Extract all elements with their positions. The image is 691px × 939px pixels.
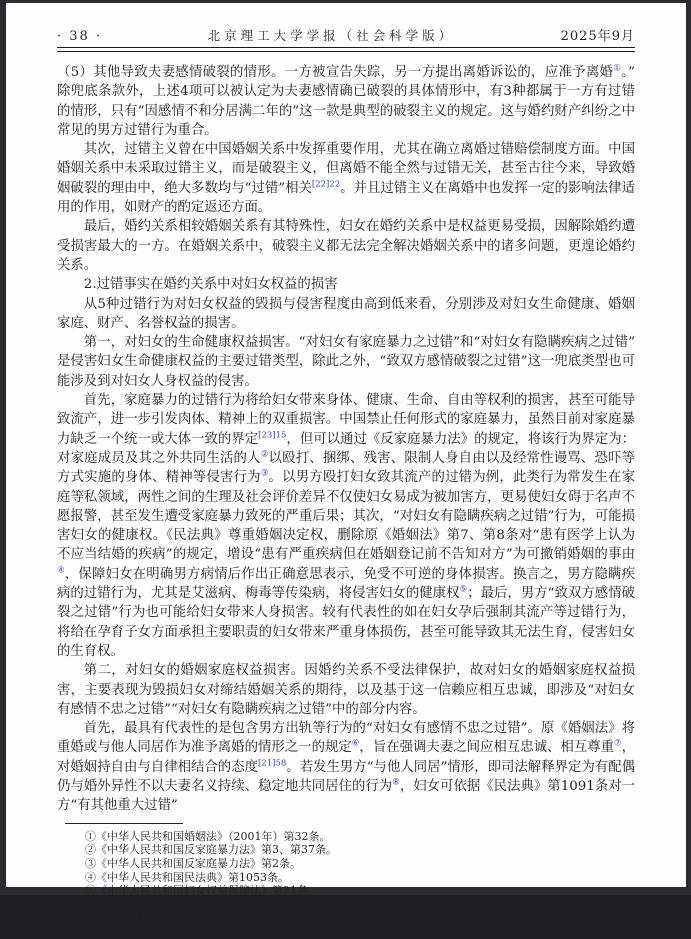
text-run: ，但可以通过《反家庭暴力法》的规定，将该行为界定为：对家庭成员及其之外共同生活的人 [57,432,635,466]
text-run: 最后，婚约关系相较婚姻关系有其特殊性，妇女在婚约关系中是权益更易受损，因解除婚约遭受损害最大的一方。在婚姻关系中，破裂主义都无法完全解决婚姻关系中的诸多问题，更遑论婚约关系。 [57,219,635,273]
footnote-ref[interactable]: ① [613,64,621,74]
paragraph-domestic-violence [57,391,635,661]
footnote-7: ⑦安徽省萧县人民法院〔2022〕皖1322民初288号民事判决书。 [85,912,635,926]
paragraph-finally [57,217,635,275]
text-run: 以殴打、捆绑、残害、限制人身自由以及经常性谩骂、恐吓等方式实施的身体、精神等侵害行为 [57,451,635,485]
footnote-ref[interactable]: ④ [57,565,65,575]
footnote-ref[interactable]: ⑤ [460,585,468,595]
paragraph-infidelity [57,719,635,815]
text-run: 从5种过错行为对妇女权益的毁损与侵害程度由高到低来看，分别涉及对妇女生命健康、婚姻家庭、财产、名誉权益的损害。 [57,297,635,331]
text-run: 。以男方殴打妇女致其流产的过错为例，此类行为常发生在家庭等私领域，两性之间的生理及社会评价差异不仅使妇女易成为被加害方，更易使妇女碍于名声不愿报警，甚至发生遭受家庭暴力致死的严重后果；其次，“对妇女有隐瞒疾病之过错”行为，可能损害妇女的健康权。《民法典》尊重婚姻决定权，删除原《婚姻法》第7、第8条对“患有医学上认为不应当结婚的疾病”的规定，增设“患有严重疾病但在婚姻登记前不告知对方”为可撤销婚姻的事由 [57,470,635,562]
text-run: ，旨在强调夫妻之间应相互忠诚、相互尊重 [359,740,614,755]
text-run: 。若发生男方“与他人同居”情形，即司法解释界定为有配偶仍与婚外异性不以夫妻名义持续、稳定地共同居住的行为 [57,760,635,794]
footnote-5: ⑤《中华人民共和国妇女权益保障法》第21条。 [85,884,635,898]
footnote-ref[interactable]: ③ [261,469,269,479]
footnote-3: ③《中华人民共和国反家庭暴力法》第2条。 [85,857,635,871]
footnote-ref[interactable]: ⑧ [392,778,400,788]
text-run: ；最后，男方“致双方感情破裂之过错”行为也可能给妇女带来人身损害。较有代表性的如在妇女孕后强制其流产等过错行为，将给在孕育子女方面承担主要职责的妇女带来严重身体损伤，甚至可能导致其无法生育，侵害妇女的生育权。 [57,586,635,659]
footnote-ref[interactable]: ⑦ [614,739,622,749]
footnotes [57,830,635,939]
page-number: · 38 · [57,29,102,44]
text-run: （5）其他导致夫妻感情破裂的情形。一方被宣告失踪，另一方提出离婚诉讼的，应准予离婚 [57,65,613,80]
text-run: ，妇女可依据《民法典》第1091条对一方“有其他重大过错” [57,779,635,813]
text-run: 。”除兜底条款外，上述4项可以被认定为夫妻感情确已破裂的具体情形中，有3种都属于一方有过错的情形，只有“因感情不和分居满二年的”这一款是典型的破裂主义的规定。这与婚约财产纠纷之中常见的男方过错行为重合。 [57,65,635,138]
footnote-8: ⑧《最高人民法院关于适用〈中华人民共和国民法典〉婚姻家庭编的解释（一）》第2条。 [85,926,635,939]
text-run: 首先，家庭暴力的过错行为将给妇女带来身体、健康、生命、自由等权利的损害，甚至可能导致流产，进一步引发肉体、精神上的双重损害。中国禁止任何形式的家庭暴力，虽然目前对家庭暴力缺乏一个统一或大体一致的界定 [57,393,635,447]
text-run: ，保障妇女在明确男方病情后作出正确意思表示，免受不可逆的身体损害。换言之，男方隐瞒疾病的过错行为，尤其是艾滋病、梅毒等传染病，将侵害妇女的健康权 [57,567,635,601]
article-body [57,63,635,816]
journal-page [6,3,686,887]
citation-ref[interactable]: [22]22 [312,179,340,189]
footnote-2: ②《中华人民共和国反家庭暴力法》第3、第37条。 [85,843,635,857]
footnote-separator [65,823,183,824]
issue-date: 2025年9月 [561,25,635,44]
journal-title: 北京理工大学学报（社会科学版） [208,26,456,44]
footnote-4: ④《中华人民共和国民法典》第1053条。 [85,871,635,885]
footnote-1: ①《中华人民共和国婚姻法》（2001年）第32条。 [85,830,635,844]
paragraph-second-point [57,661,635,719]
paragraph-first-point [57,333,635,391]
footnote-6: ⑥《中华人民共和国民法典》第1079条。 [85,898,635,912]
header-rule [57,47,635,52]
text-run: 首先，最具有代表性的是包含男方出轨等行为的“对妇女有感情不忠之过错”。原《婚姻法》将重婚或与他人同居作为准予离婚的情形之一的规定 [57,721,635,755]
text-run: 2.过错事实在婚约关系中对妇女权益的损害 [84,277,338,292]
text-run: 。并且过错主义在离婚中也发挥一定的影响法律适用的作用，如财产的酌定返还方面。 [57,181,635,215]
paragraph-secondly [57,140,635,217]
citation-ref[interactable]: [23]15 [258,430,286,440]
footnote-ref[interactable]: ⑥ [352,739,360,749]
paragraph-overview [57,295,635,334]
paragraph-list-item-5 [57,63,635,140]
section-heading-2 [57,275,635,294]
text-run: ，对婚姻持自由与自律相结合的态度 [57,740,635,774]
citation-ref[interactable]: [21]58 [258,758,286,768]
footnote-ref[interactable]: ② [261,449,269,459]
text-run: 第二，对妇女的婚姻家庭权益损害。因婚约关系不受法律保护，故对妇女的婚姻家庭权益损害，主要表现为毁损妇女对缔结婚姻关系的期待，以及基于这一信赖应相互忠诚，即涉及“对妇女有感情不忠之过错”“对妇女有隐瞒疾病之过错”中的部分内容。 [57,663,635,717]
running-header [57,25,635,42]
text-run: 第一，对妇女的生命健康权益损害。“对妇女有家庭暴力之过错”和“对妇女有隐瞒疾病之过错”是侵害妇女生命健康权益的主要过错类型，除此之外，“致双方感情破裂之过错”这一兜底类型也可能涉及到对妇女人身权益的侵害。 [57,335,635,389]
text-run: 其次，过错主义曾在中国婚姻关系中发挥重要作用，尤其在确立离婚过错赔偿制度方面。中国婚姻关系中未采取过错主义，而是破裂主义，但离婚不能全然与过错无关，甚至古往今来，导致婚姻破裂的理由中，绝大多数均与“过错”相关 [57,142,635,196]
